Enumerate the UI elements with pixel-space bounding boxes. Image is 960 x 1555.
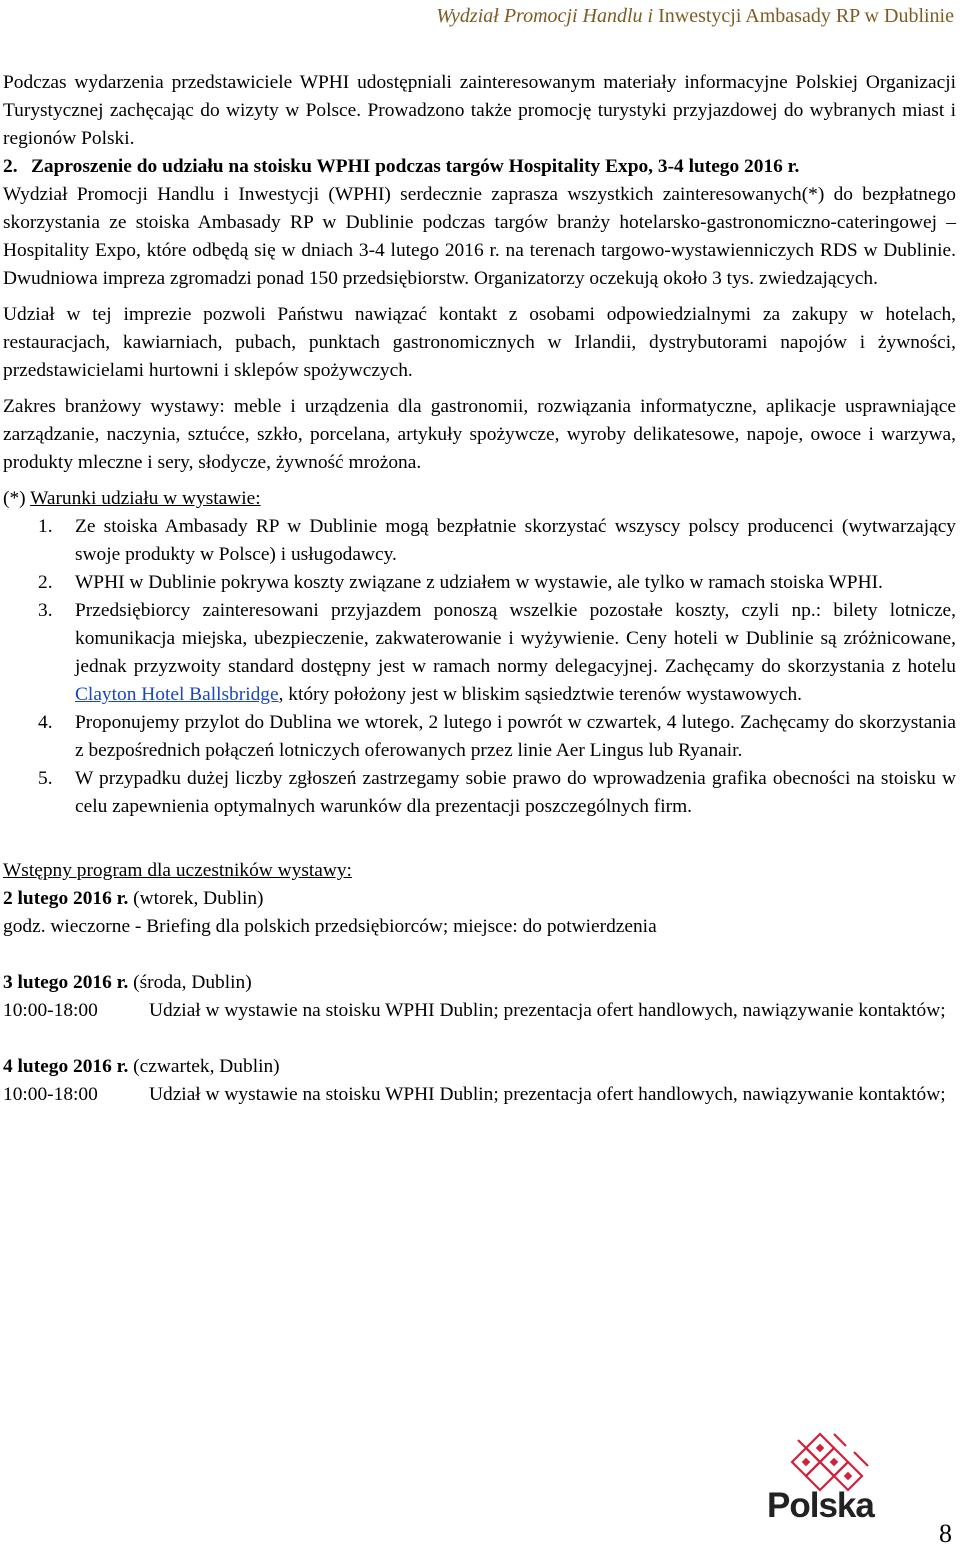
entry-text: Udział w wystawie na stoisku WPHI Dublin; prezentacja ofert handlowych, nawiązywanie kontaktów; [149,1000,946,1021]
conditions-list [3,513,956,821]
list-item-text: WPHI w Dublinie pokrywa koszty związane z udziałem w wystawie, ale tylko w ramach stoiska WPHI. [75,572,883,593]
day-date: 4 lutego 2016 r. [3,1056,129,1077]
page-header [436,3,954,29]
day-heading [3,1053,956,1081]
document-body [3,69,956,1109]
paragraph-benefits: Udział w tej imprezie pozwoli Państwu nawiązać kontakt z osobami odpowiedzialnymi za zakupy w hotelach, restauracjach, kawiarniach, pubach, punktach gastronomicznych w Irlandii, dystrybutorami napojów i żywności, przedstawicielami hurtowni i sklepów spożywczych. [3,304,956,381]
list-item [3,597,956,709]
day-heading [3,885,956,913]
header-italic: Wydział Promocji Handlu i [436,5,654,27]
paragraph-invitation: Wydział Promocji Handlu i Inwestycji (WPHI) serdecznie zaprasza wszystkich zainteresowanych(*) do bezpłatnego skorzystania ze stoiska Ambasady RP w Dublinie podczas targów branży hotelarsko-gastronomiczno-cateringowej – Hospitality Expo, które odbędą się w dniach 3-4 lutego 2016 r. na terenach targowo-wystawienniczych RDS w Dublinie. Dwudniowa impreza zgromadzi ponad 150 przedsiębiorstw. Organizatorzy oczekują około 3 tys. zwiedzających. [3,184,956,289]
paragraph-scope: Zakres branżowy wystawy: meble i urządzenia dla gastronomii, rozwiązania informatyczne, aplikacje usprawniające zarządzanie, naczynia, sztućce, szkło, porcelana, artykuły spożywcze, wyroby delikatesowe, napoje, owoce i warzywa, produkty mleczne i sery, słodycze, żywność mrożona. [3,396,956,473]
entry-time: 10:00-18:00 [3,1084,98,1105]
day-date: 2 lutego 2016 r. [3,888,129,909]
list-item-text: Proponujemy przylot do Dublina we wtorek, 2 lutego i powrót w czwartek, 4 lutego. Zachęcamy do skorzystania z bezpośrednich połączeń lotniczych oferowanych przez linie Aer Lingus lub Ryanair. [75,712,956,761]
entry-time: godz. wieczorne - [3,916,147,937]
schedule-entry [3,997,956,1025]
entry-time: 10:00-18:00 [3,1000,98,1021]
entry-text: Udział w wystawie na stoisku WPHI Dublin; prezentacja ofert handlowych, nawiązywanie kontaktów; [149,1084,946,1105]
list-item [3,709,956,765]
conditions-title: Warunki udziału w wystawie: [30,488,261,509]
intro-paragraph: Podczas wydarzenia przedstawiciele WPHI udostępniali zainteresowanym materiały informacyjne Polskiej Organizacji Turystycznej zachęcając do wizyty w Polsce. Prowadzono także promocję turystyki przyjazdowej do wybranych miast i regionów Polski. [3,72,956,149]
day-info: (wtorek, Dublin) [128,888,264,909]
page-number: 8 [939,1519,952,1548]
program-heading: Wstępny program dla uczestników wystawy: [3,860,352,881]
entry-text: Briefing dla polskich przedsiębiorców; miejsce: do potwierdzenia [146,916,657,937]
day-date: 3 lutego 2016 r. [3,972,129,993]
list-item [3,765,956,821]
list-item-text-before: Przedsiębiorcy zainteresowani przyjazdem ponoszą wszelkie pozostałe koszty, czyli np.: bilety lotnicze, komunikacja miejska, ubezpieczenie, zakwaterowanie i wyżywienie. Ceny hoteli w Dublinie są zróżnicowane, jednak przyzwoity standard dostępny jest w ramach normy delegacyjnej. Zachęcamy do skorzystania z hotelu [75,600,956,677]
list-item [3,569,956,597]
list-item-text-after: , który położony jest w bliskim sąsiedztwie terenów wystawowych. [278,684,803,705]
schedule-entry [3,1081,956,1109]
section-number: 2. [3,156,18,177]
day-heading [3,969,956,997]
list-item-number: 4. [38,712,53,733]
day-info: (środa, Dublin) [128,972,252,993]
list-item-number: 3. [38,600,53,621]
day-info: (czwartek, Dublin) [128,1056,280,1077]
list-item [3,513,956,569]
list-item-number: 5. [38,768,53,789]
conditions-prefix: (*) [3,488,31,509]
header-normal: Inwestycji Ambasady RP w Dublinie [658,5,954,27]
list-item-text: W przypadku dużej liczby zgłoszeń zastrzegamy sobie prawo do wprowadzenia grafika obecności na stoisku w celu zapewnienia optymalnych warunków dla prezentacji poszczególnych firm. [75,768,956,817]
conditions-heading [3,485,956,513]
list-item-text [75,597,956,709]
list-item-number: 1. [38,516,53,537]
schedule-entry [3,913,956,941]
list-item-text: Ze stoiska Ambasady RP w Dublinie mogą bezpłatnie skorzystać wszyscy polscy producenci (wytwarzający swoje produkty w Polsce) i usługodawcy. [75,516,956,565]
list-item-number: 2. [38,572,53,593]
section-heading [3,153,956,181]
polska-logo-text: Polska [767,1486,874,1525]
clayton-hotel-link[interactable]: Clayton Hotel Ballsbridge [75,684,279,705]
section-title: Zaproszenie do udziału na stoisku WPHI podczas targów Hospitality Expo, 3-4 lutego 2016 r. [31,156,800,177]
